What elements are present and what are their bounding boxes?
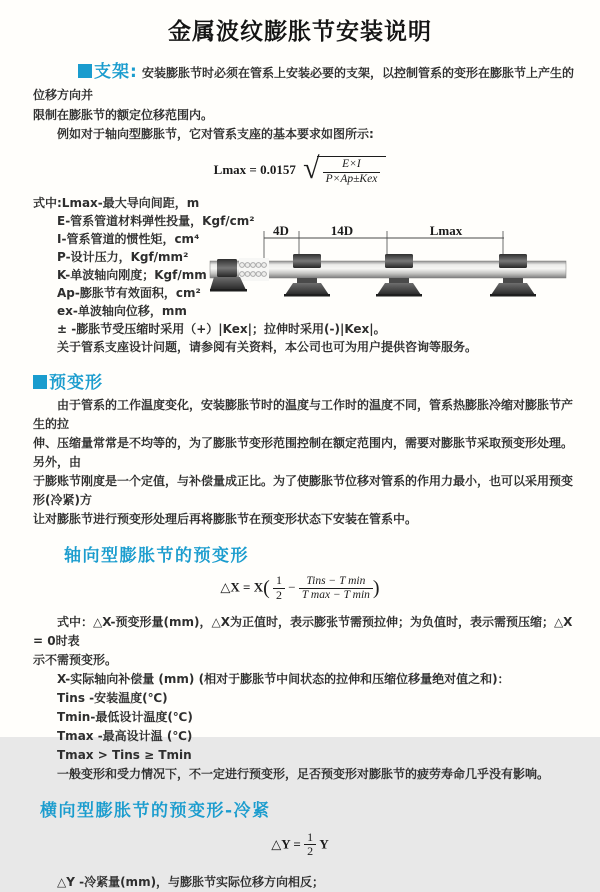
formula-lmax-radicand (317, 156, 387, 185)
lateral-subtitle: 横向型膨胀节的预变形-冷紧 (40, 800, 271, 821)
temp-numerator: Tins − T min (306, 574, 366, 587)
support-section-header-line (33, 61, 574, 106)
axial-line: 一般变形和受力情况下，不一定进行预变形，足否预变形对膨胀节的疲劳寿命几乎没有影响。 (57, 766, 550, 781)
half-denominator: 2 (273, 588, 285, 603)
half-numerator: 1 (276, 573, 283, 587)
formula-lmax (0, 154, 600, 188)
page-title: 金属波纹膨胀节安装说明 (168, 19, 432, 45)
param-line: K-单波轴向刚度；Kgf/mm (57, 268, 207, 282)
minus-sign: − (288, 579, 296, 595)
formula-axial (0, 574, 600, 603)
axial-line: Tins -安装温度(℃) (57, 690, 168, 705)
param-line: E-管系管道材料弹性投量，Kgf/cm² (57, 214, 255, 228)
predeform-section-header-line (33, 372, 574, 394)
param-line: ex-单波轴向位移，mm (57, 304, 187, 318)
formula-lmax-lhs: Lmax (213, 161, 247, 177)
predeform-para-line: 伸、压缩量常常是不均等的，为了膨胀节变形范围控制在额定范围内，需要对膨胀节采取预变形处理。另外，由 (33, 436, 574, 469)
axial-line: 示不需预变形。 (33, 652, 118, 667)
support-example-line: 例如对于轴向型膨胀节，它对管系支座的基本要求如图所示: (57, 127, 374, 141)
param-line: P-设计压力，Kgf/mm² (57, 250, 189, 264)
axial-line: 式中：△X-预变形量(mm)，△X为正值时，表示膨张节需预拉伸；为负值时，表示需预压缩；△X = 0时表 (33, 614, 573, 648)
axial-line: Tmin-最低设计温度(℃) (57, 709, 193, 724)
formula-axial-lhs: △X = X (220, 579, 264, 595)
param-line: Ap-膨胀节有效面积，cm² (57, 286, 201, 300)
temp-denominator: T max − T min (299, 588, 373, 602)
section-bullet-square (78, 64, 92, 78)
predeform-para-line: 由于管系的工作温度变化，安装膨胀节时的温度与工作时的温度不同，管系热膨胀冷缩对膨胀节产生的拉 (33, 398, 574, 431)
lateral-note: △Y -冷紧量(mm)，与膨胀节实际位移方向相反； (57, 875, 325, 890)
support-intro-text: 安装膨胀节时必须在管系上安装必要的支架，以控制管系的变形在膨胀节上产生的位移方向并 (33, 66, 575, 102)
formula-lateral-half (304, 831, 316, 860)
support-section-title: 支架: (94, 62, 138, 82)
formula-lmax-numerator: E×I (342, 158, 361, 171)
dim-label-4d: 4D (273, 223, 289, 238)
formula-lateral (0, 831, 600, 860)
predeform-section-title: 预变形 (49, 373, 103, 393)
axial-line: X-实际轴向补偿量 (mm) (相对于膨胀节中间状态的拉伸和压缩位移量绝对值之和)： (57, 671, 510, 686)
predeform-para-line: 于膨账节刚度是一个定值，与补偿量成正比。为了使膨胀节位移对管系的作用力最小，也可以采用预变形(冷紧)方 (33, 474, 574, 507)
half-numerator: 1 (307, 829, 314, 844)
formula-axial-half (273, 574, 285, 603)
support-intro-line2: 限制在膨胀节的额定位移范围内。 (33, 108, 214, 122)
bellows-section (239, 258, 269, 281)
param-line: 式中:Lmax-最大导向间距，m (33, 196, 200, 210)
left-paren: ( (263, 576, 270, 599)
formula-lmax-eq: = 0.0157 (249, 161, 296, 177)
axial-line: Tmax -最高设计温 (℃) (57, 728, 193, 743)
parameter-list-and-diagram (0, 194, 600, 360)
formula-lmax-denominator: P×Ap±Kex (323, 172, 381, 186)
axial-subtitle: 轴向型膨胀节的预变形 (64, 546, 249, 566)
predeform-para-line: 让对膨胀节进行预变形处理后再将膨胀节在预变形状态下安装在管系中。 (33, 512, 418, 526)
sqrt-radical-sign: √ (303, 152, 320, 185)
param-line: 关于管系支座设计问题，请参阅有关资料，本公司也可为用户提供咨询等服务。 (57, 340, 478, 354)
half-denominator: 2 (304, 844, 316, 859)
formula-axial-temp-fraction (299, 575, 373, 602)
pipe-support-diagram (210, 224, 566, 304)
right-paren: ) (372, 576, 380, 599)
axial-line: Tmax > Tins ≥ Tmin (57, 747, 192, 762)
formula-lateral-rhs: Y (319, 835, 329, 851)
dim-label-lmax: Lmax (429, 223, 463, 238)
section-bullet-square (33, 375, 47, 389)
param-line: ± -膨胀节受压缩时采用（+）|Kex|；拉伸时采用(-)|Kex|。 (57, 322, 386, 336)
dim-label-14d: 14D (330, 223, 354, 238)
param-line: I-管系管道的惯性矩，cm⁴ (57, 232, 200, 246)
formula-lateral-lhs: △Y = (271, 835, 301, 851)
